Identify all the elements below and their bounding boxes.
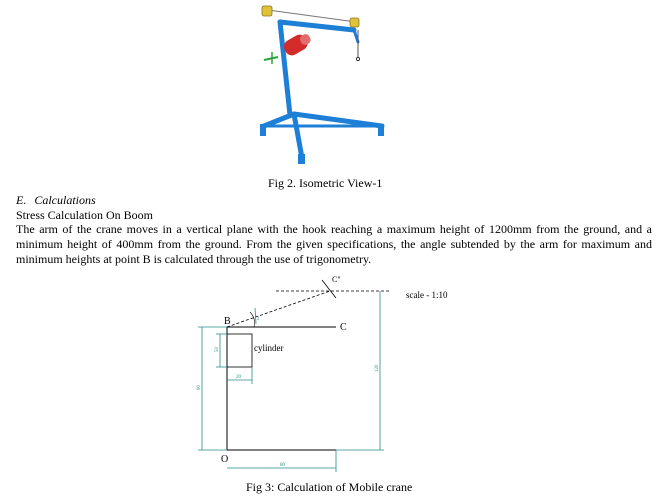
section-title: Calculations (34, 193, 96, 207)
cylinder-box (227, 334, 252, 367)
dim-right-height: 120 (375, 364, 380, 372)
dim-base-width: 80 (280, 463, 285, 468)
section-heading (16, 193, 96, 208)
point-c-max-label: C" (332, 275, 341, 284)
figure-2-caption: Fig 2. Isometric View-1 (268, 176, 383, 190)
figure-3-caption: Fig 3: Calculation of Mobile crane (246, 480, 413, 494)
point-c-label: C (340, 322, 347, 333)
subsection-heading: Stress Calculation On Boom (16, 208, 153, 222)
cylinder-label: cylinder (254, 343, 284, 353)
dim-cylinder-width: 20 (236, 375, 241, 380)
dim-angle: 2 (257, 317, 260, 322)
dim-total-height: 90 (197, 385, 202, 390)
crane-isometric-illustration (250, 0, 400, 170)
body-paragraph: The arm of the crane moves in a vertical plane with the hook reaching a maximum height of 1200mm from the ground, and a minimum height of 400mm from the ground. From the given specifications, the angle subtended by the arm for maximum and minimum heights at point B is calculated through the use of trigonometry. (16, 222, 652, 266)
scale-label: scale - 1:10 (406, 290, 448, 300)
crane-calculation-diagram (190, 272, 669, 482)
point-b-label: B (224, 316, 231, 327)
max-boom-line (227, 291, 330, 327)
point-o-label: O (221, 454, 229, 465)
section-number: E. (16, 193, 27, 207)
dim-cylinder-height: 50 (215, 347, 220, 352)
